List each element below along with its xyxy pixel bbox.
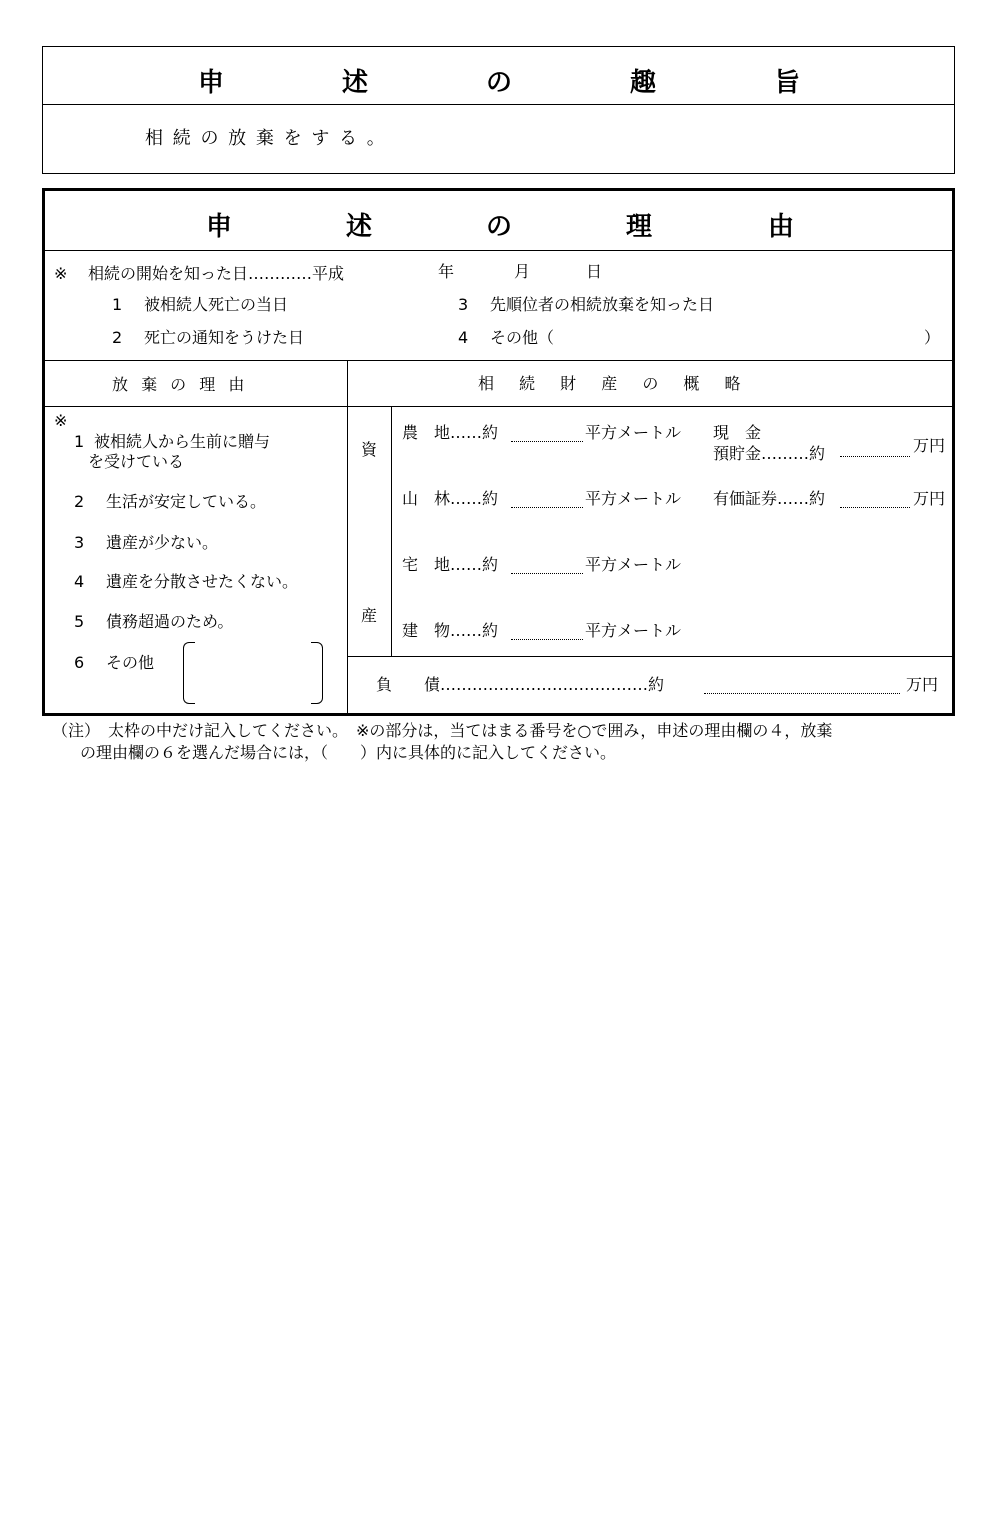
intent-title-char: 旨 <box>774 68 801 98</box>
residential-unit: 平方メートル <box>585 555 682 574</box>
assets-column-divider <box>391 406 392 656</box>
reason-mark: ※ <box>54 264 68 283</box>
renounce-item-text: 遺産を分散させたくない。 <box>106 572 299 591</box>
assets-label-bottom: 産 <box>361 606 378 625</box>
reason-option-num: 3 <box>458 295 469 314</box>
column-header-divider <box>42 406 955 407</box>
other-reason-bracket-right <box>311 642 323 704</box>
reason-title-char: 由 <box>768 212 795 242</box>
securities-field[interactable] <box>840 507 910 508</box>
main-column-divider <box>347 360 348 716</box>
reason-option-num: 4 <box>458 328 469 347</box>
intent-title-char: の <box>486 68 513 98</box>
renounce-item-num: 6 <box>74 653 85 672</box>
renounce-item-text: 債務超過のため。 <box>106 612 234 631</box>
reason-title-char: 述 <box>346 212 373 242</box>
farmland-label: 農 地……約 <box>402 423 499 442</box>
reason-title-char: 理 <box>626 212 653 242</box>
reason-other-close: ） <box>924 328 941 347</box>
renounce-item-num: 1 <box>74 432 85 451</box>
intent-title-char: 趣 <box>630 68 657 98</box>
residential-field[interactable] <box>511 573 583 574</box>
securities-label: 有価証券……約 <box>713 489 826 508</box>
reason-option-text: 先順位者の相続放棄を知った日 <box>490 295 715 314</box>
securities-unit: 万円 <box>913 489 946 508</box>
deposit-label: 預貯金………約 <box>713 444 826 463</box>
intent-title-char: 述 <box>342 68 369 98</box>
intent-content: 相 続 の 放 棄 を す る 。 <box>145 128 387 149</box>
note-line-1: （注） 太枠の中だけ記入してください。 ※の部分は，当てはまる番号を○で囲み，申述の理由欄の４，放棄 <box>52 721 833 740</box>
reason-title-divider <box>42 250 955 251</box>
forest-unit: 平方メートル <box>585 489 682 508</box>
renounce-item-num: 4 <box>74 572 85 591</box>
reason-title-char: の <box>486 212 513 242</box>
note-line-2: の理由欄の６を選んだ場合には，（ ）内に具体的に記入してください。 <box>80 743 617 762</box>
cash-label: 現 金 <box>713 423 762 442</box>
debt-field[interactable] <box>704 693 900 694</box>
forest-label: 山 林……約 <box>402 489 499 508</box>
start-day-label: 日 <box>586 262 603 281</box>
debt-divider <box>347 656 955 657</box>
start-date-label: 相続の開始を知った日…………平成 <box>88 264 345 283</box>
reason-option-num: 2 <box>112 328 123 347</box>
reason-option-num: 1 <box>112 295 123 314</box>
renounce-item-num: 5 <box>74 612 85 631</box>
assets-label-top: 資 <box>361 440 378 459</box>
renounce-item-text: 被相続人から生前に贈与 <box>94 432 271 451</box>
reason-option-text: 被相続人死亡の当日 <box>144 295 289 314</box>
estate-header: 相 続 財 産 の 概 略 <box>478 374 751 393</box>
forest-field[interactable] <box>511 507 583 508</box>
debt-label: 負 債…………………………………約 <box>376 675 665 694</box>
debt-unit: 万円 <box>906 675 939 694</box>
renounce-item-text: 遺産が少ない。 <box>106 533 219 552</box>
building-unit: 平方メートル <box>585 621 682 640</box>
reason-option-text: 死亡の通知をうけた日 <box>144 328 305 347</box>
renounce-item-num: 3 <box>74 533 85 552</box>
building-field[interactable] <box>511 639 583 640</box>
other-reason-bracket-left <box>183 642 195 704</box>
farmland-unit: 平方メートル <box>585 423 682 442</box>
renounce-item-text: その他 <box>106 653 155 672</box>
renounce-header: 放 棄 の 理 由 <box>112 375 249 394</box>
intent-title-char: 申 <box>198 68 225 98</box>
start-month-label: 月 <box>514 262 531 281</box>
renounce-item-num: 2 <box>74 492 85 511</box>
reason-option-text: その他（ <box>490 328 555 347</box>
cash-field[interactable] <box>840 456 910 457</box>
start-year-label: 年 <box>438 262 455 281</box>
renounce-item-text: 生活が安定している。 <box>106 492 267 511</box>
residential-label: 宅 地……約 <box>402 555 499 574</box>
reason-title-char: 申 <box>206 212 233 242</box>
renounce-mark: ※ <box>54 411 68 430</box>
renounce-item-text: を受けている <box>88 452 185 471</box>
cash-unit: 万円 <box>913 436 946 455</box>
intent-divider <box>42 104 955 105</box>
building-label: 建 物……約 <box>402 621 499 640</box>
reason-options-divider <box>42 360 955 361</box>
farmland-field[interactable] <box>511 441 583 442</box>
